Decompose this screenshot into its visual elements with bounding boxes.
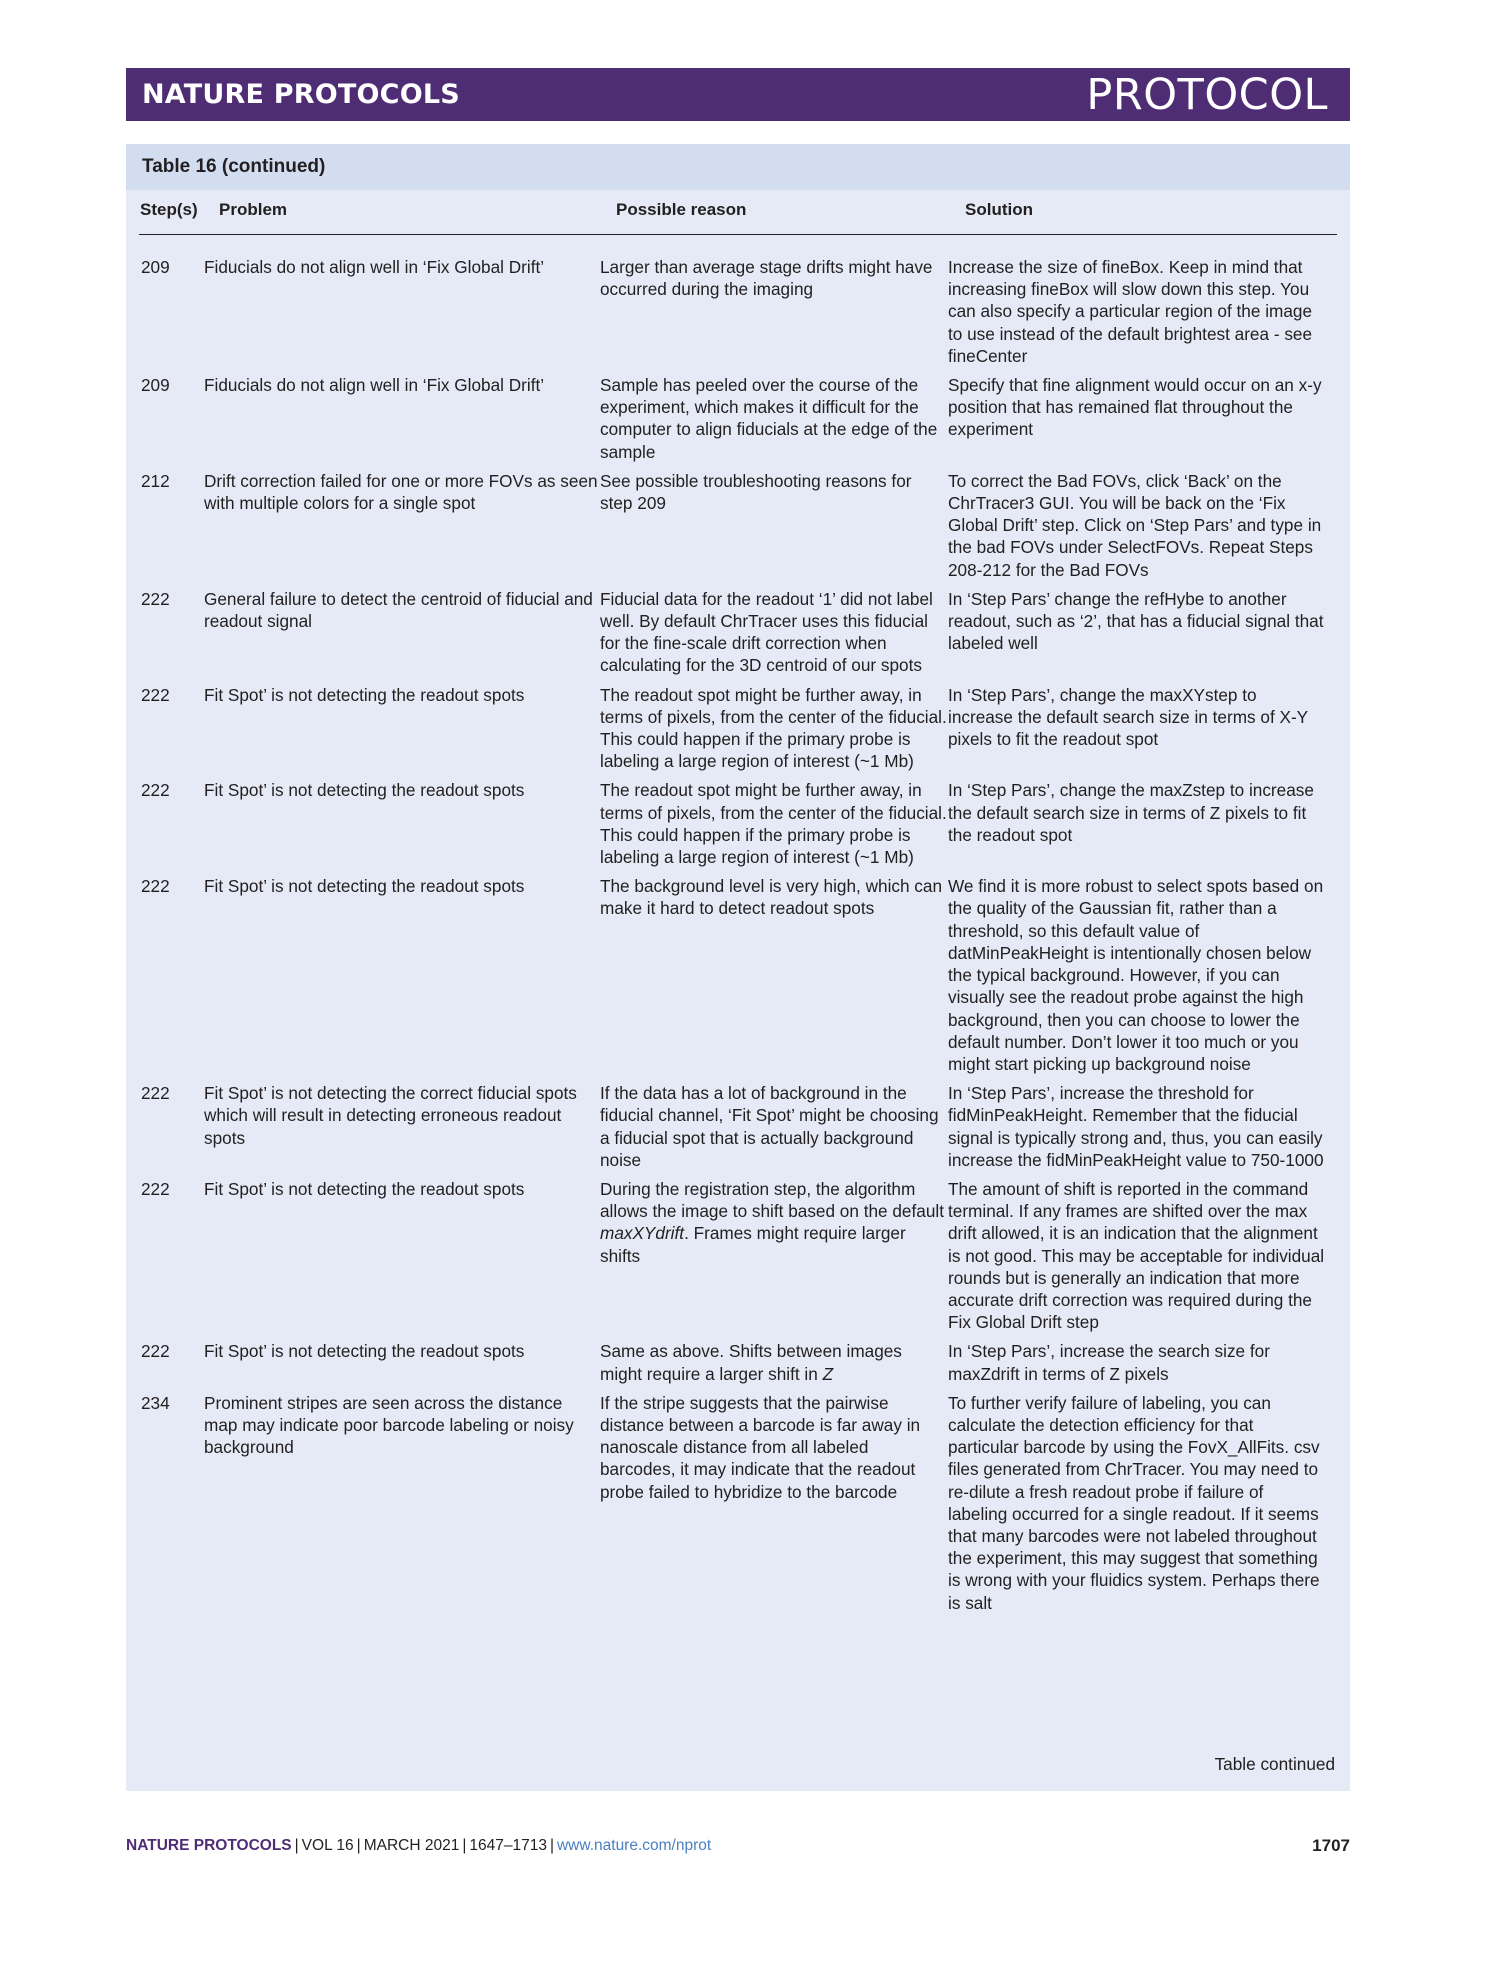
table-row bbox=[126, 1178, 1350, 1333]
journal-banner bbox=[126, 68, 1350, 121]
step-cell: 222 bbox=[141, 1341, 170, 1362]
solution-cell: In ‘Step Pars’, increase the search size for maxZdrift in terms of Z pixels bbox=[948, 1341, 1270, 1384]
table-row bbox=[126, 256, 1350, 367]
step-cell: 222 bbox=[141, 588, 170, 609]
troubleshooting-table bbox=[126, 144, 1350, 1791]
footer-date: MARCH 2021 bbox=[363, 1837, 460, 1854]
reason-text: During the registration step, the algorithm allows the image to shift based on the default bbox=[600, 1178, 944, 1222]
reason-text: Same as above. Shifts between images might require a larger shift in bbox=[600, 1341, 902, 1384]
problem-cell: Fiducials do not align well in ‘Fix Global Drift’ bbox=[204, 257, 545, 277]
solution-cell: Specify that fine alignment would occur on an x-y position that has remained flat throughout the experiment bbox=[948, 375, 1322, 440]
table-row bbox=[126, 374, 1350, 463]
table-header-row bbox=[126, 190, 1350, 234]
reason-cell bbox=[600, 1340, 948, 1384]
reason-cell: Sample has peeled over the course of the experiment, which makes it difficult for the computer to align fiducials at the edge of the sample bbox=[600, 375, 938, 462]
header-rule bbox=[139, 234, 1337, 235]
table-row bbox=[126, 875, 1350, 1075]
reason-emphasis: Z bbox=[822, 1363, 834, 1384]
step-cell: 212 bbox=[141, 470, 170, 491]
page-footer bbox=[126, 1834, 1350, 1858]
reason-cell: If the stripe suggests that the pairwise distance between a barcode is far away in nanoscale distance from all labeled barcodes, it may indicate that the readout probe failed to hybridize to the barcode bbox=[600, 1392, 921, 1502]
reason-cell: The readout spot might be further away, in terms of pixels, from the center of the fiducial. This could happen if the primary probe is labeling a large region of interest (~1 Mb) bbox=[600, 780, 947, 868]
journal-name: NATURE PROTOCOLS bbox=[142, 79, 460, 110]
step-cell: 234 bbox=[141, 1392, 170, 1413]
problem-cell: Fit Spot’ is not detecting the readout spots bbox=[204, 684, 525, 705]
solution-cell: We find it is more robust to select spots based on the quality of the Gaussian fit, rather than a threshold, so this default value of datMinPeakHeight is intentionally chosen below the typical background. However, if you can visually see the readout probe against the high background, then you can choose to lower the default number. Don’t lower it too much or you might start picking up background noise bbox=[948, 876, 1324, 1074]
step-cell: 209 bbox=[141, 375, 170, 396]
step-cell: 222 bbox=[141, 1178, 170, 1199]
column-header-reason: Possible reason bbox=[616, 200, 747, 219]
reason-text: . Frames might require larger shifts bbox=[600, 1223, 906, 1266]
solution-cell: The amount of shift is reported in the command terminal. If any frames are shifted over the max drift allowed, it is an indication that the alignment is not good. This may be acceptable for individual rounds but is generally an indication that more accurate drift correction was required during the Fix Global Drift step bbox=[948, 1178, 1325, 1333]
table-title: Table 16 (continued) bbox=[126, 144, 1350, 190]
step-cell: 209 bbox=[141, 257, 170, 277]
footer-journal: NATURE PROTOCOLS bbox=[126, 1837, 292, 1854]
solution-cell: In ‘Step Pars’, change the maxZstep to increase the default search size in terms of Z pixels to fit the readout spot bbox=[948, 780, 1314, 845]
table-row bbox=[126, 1392, 1350, 1614]
problem-cell: Fit Spot’ is not detecting the readout spots bbox=[204, 1341, 525, 1362]
solution-cell: Increase the size of fineBox. Keep in mind that increasing fineBox will slow down this step. You can also specify a particular region of the image to use instead of the default brightest area - see fineCenter bbox=[948, 257, 1313, 366]
reason-emphasis: maxXYdrift bbox=[600, 1223, 685, 1244]
reason-cell: See possible troubleshooting reasons for step 209 bbox=[600, 470, 912, 514]
table-row bbox=[126, 1082, 1350, 1171]
article-type: PROTOCOL bbox=[1086, 69, 1328, 120]
problem-cell: Prominent stripes are seen across the distance map may indicate poor barcode labeling or noisy background bbox=[204, 1392, 574, 1458]
footer-url-link[interactable]: www.nature.com/nprot bbox=[556, 1837, 712, 1854]
table-row bbox=[126, 684, 1350, 773]
solution-cell: To correct the Bad FOVs, click ‘Back’ on the ChrTracer3 GUI. You will be back on the ‘Fix Global Drift’ step. Click on ‘Step Pars’ and type in the bad FOVs under SelectFOVs. Repeat Steps 208-212 for the Bad FOVs bbox=[948, 470, 1322, 580]
page-number: 1707 bbox=[1312, 1836, 1350, 1855]
step-cell: 222 bbox=[141, 684, 170, 705]
problem-cell: Fit Spot’ is not detecting the readout spots bbox=[204, 876, 525, 897]
table-row bbox=[126, 779, 1350, 868]
problem-cell: Fiducials do not align well in ‘Fix Global Drift’ bbox=[204, 375, 545, 396]
problem-cell: Drift correction failed for one or more FOVs as seen with multiple colors for a single spot bbox=[204, 470, 598, 514]
footer-pages: 1647–1713 bbox=[469, 1837, 547, 1854]
step-cell: 222 bbox=[141, 780, 170, 801]
column-header-problem: Problem bbox=[219, 200, 288, 219]
footer-separator: | bbox=[462, 1837, 467, 1854]
footer-separator: | bbox=[356, 1837, 361, 1854]
table-body bbox=[126, 256, 1350, 1621]
problem-cell: General failure to detect the centroid of fiducial and readout signal bbox=[204, 588, 593, 632]
step-cell: 222 bbox=[141, 1083, 170, 1104]
solution-cell: In ‘Step Pars’ change the refHybe to another readout, such as ‘2’, that has a fiducial signal that labeled well bbox=[948, 588, 1324, 654]
solution-cell: To further verify failure of labeling, you can calculate the detection efficiency for that particular barcode by using the FovX_AllFits. csv files generated from ChrTracer. You may need to re-dilute a fresh readout probe if failure of labeling occurred for a single readout. If it seems that many barcodes were not labeled throughout the experiment, this may suggest that something is wrong with your fluidics system. Perhaps there is salt bbox=[948, 1392, 1320, 1613]
problem-cell: Fit Spot’ is not detecting the readout spots bbox=[204, 1178, 525, 1199]
table-row bbox=[126, 588, 1350, 677]
problem-cell: Fit Spot’ is not detecting the correct fiducial spots which will result in detecting erroneous readout spots bbox=[204, 1083, 577, 1148]
table-continued-note: Table continued bbox=[1214, 1754, 1335, 1774]
reason-cell: The readout spot might be further away, in terms of pixels, from the center of the fiducial. This could happen if the primary probe is labeling a large region of interest (~1 Mb) bbox=[600, 684, 947, 772]
table-row bbox=[126, 470, 1350, 581]
reason-cell: The background level is very high, which can make it hard to detect readout spots bbox=[600, 876, 943, 919]
reason-cell bbox=[600, 1178, 948, 1333]
step-cell: 222 bbox=[141, 876, 170, 897]
reason-cell: Larger than average stage drifts might have occurred during the imaging bbox=[600, 257, 933, 300]
reason-cell: Fiducial data for the readout ‘1’ did not label well. By default ChrTracer uses this fiducial for the fine-scale drift correction when calculating for the 3D centroid of our spots bbox=[600, 588, 933, 676]
solution-cell: In ‘Step Pars’, increase the threshold for fidMinPeakHeight. Remember that the fiducial signal is typically strong and, thus, you can easily increase the fidMinPeakHeight value to 750-1000 bbox=[948, 1083, 1324, 1170]
column-header-step: Step(s) bbox=[140, 200, 198, 219]
reason-cell: If the data has a lot of background in the fiducial channel, ‘Fit Spot’ might be choosing a fiducial spot that is actually background noise bbox=[600, 1083, 939, 1170]
footer-separator: | bbox=[294, 1837, 299, 1854]
solution-cell: In ‘Step Pars’, change the maxXYstep to increase the default search size in terms of X-Y pixels to fit the readout spot bbox=[948, 684, 1308, 750]
footer-separator: | bbox=[549, 1837, 554, 1854]
problem-cell: Fit Spot’ is not detecting the readout spots bbox=[204, 780, 525, 801]
table-row bbox=[126, 1340, 1350, 1384]
footer-volume: VOL 16 bbox=[301, 1837, 354, 1854]
column-header-solution: Solution bbox=[965, 200, 1033, 219]
